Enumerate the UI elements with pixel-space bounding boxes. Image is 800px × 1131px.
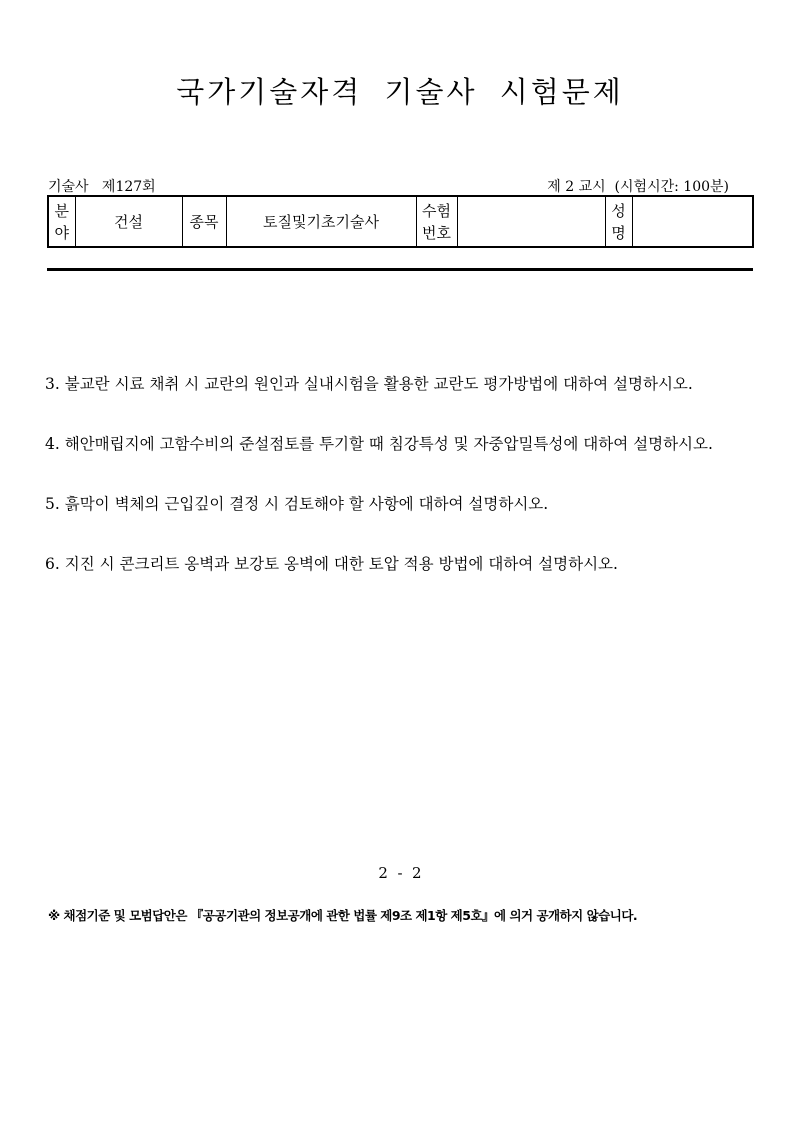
question-item — [45, 550, 757, 579]
exam-meta-row — [48, 176, 751, 194]
question-item — [45, 430, 757, 459]
document-title: 국가기술자격 기술사 시험문제 — [176, 75, 624, 109]
exam-info-table — [47, 195, 754, 248]
field-value: 건설 — [75, 196, 182, 247]
disclosure-notice: ※ 채점기준 및 모범답안은 『공공기관의 정보공개에 관한 법률 제9조 제1항 제5호』에 의거 공개하지 않습니다. — [48, 908, 638, 923]
exam-session: 제 2 교시 (시험시간: 100분) — [547, 179, 729, 195]
category-value: 토질및기초기술사 — [226, 196, 416, 247]
exam-number-label: 수험 번호 — [416, 196, 457, 247]
page-number: 2 - 2 — [378, 864, 422, 882]
question-number: 5. — [45, 495, 65, 513]
header-divider — [47, 268, 753, 271]
question-number: 6. — [45, 555, 65, 573]
category-label: 종목 — [182, 196, 226, 247]
question-text: 해안매립지에 고함수비의 준설점토를 투기할 때 침강특성 및 자중압밀특성에 대하여 설명하시오. — [64, 435, 713, 453]
question-list — [45, 370, 757, 610]
exam-round: 기술사 제127회 — [48, 179, 156, 195]
name-label: 성 명 — [605, 196, 632, 247]
question-text: 불교란 시료 채취 시 교란의 원인과 실내시험을 활용한 교란도 평가방법에 대하여 설명하시오. — [64, 375, 693, 393]
question-text: 지진 시 콘크리트 옹벽과 보강토 옹벽에 대한 토압 적용 방법에 대하여 설명하시오. — [64, 555, 618, 573]
question-item — [45, 490, 757, 519]
question-number: 3. — [45, 375, 65, 393]
question-number: 4. — [45, 435, 65, 453]
question-item — [45, 370, 757, 399]
question-text: 흙막이 벽체의 근입깊이 결정 시 검토해야 할 사항에 대하여 설명하시오. — [64, 495, 549, 513]
exam-number-field[interactable] — [457, 196, 605, 247]
name-field[interactable] — [632, 196, 753, 247]
field-label: 분 야 — [48, 196, 75, 247]
